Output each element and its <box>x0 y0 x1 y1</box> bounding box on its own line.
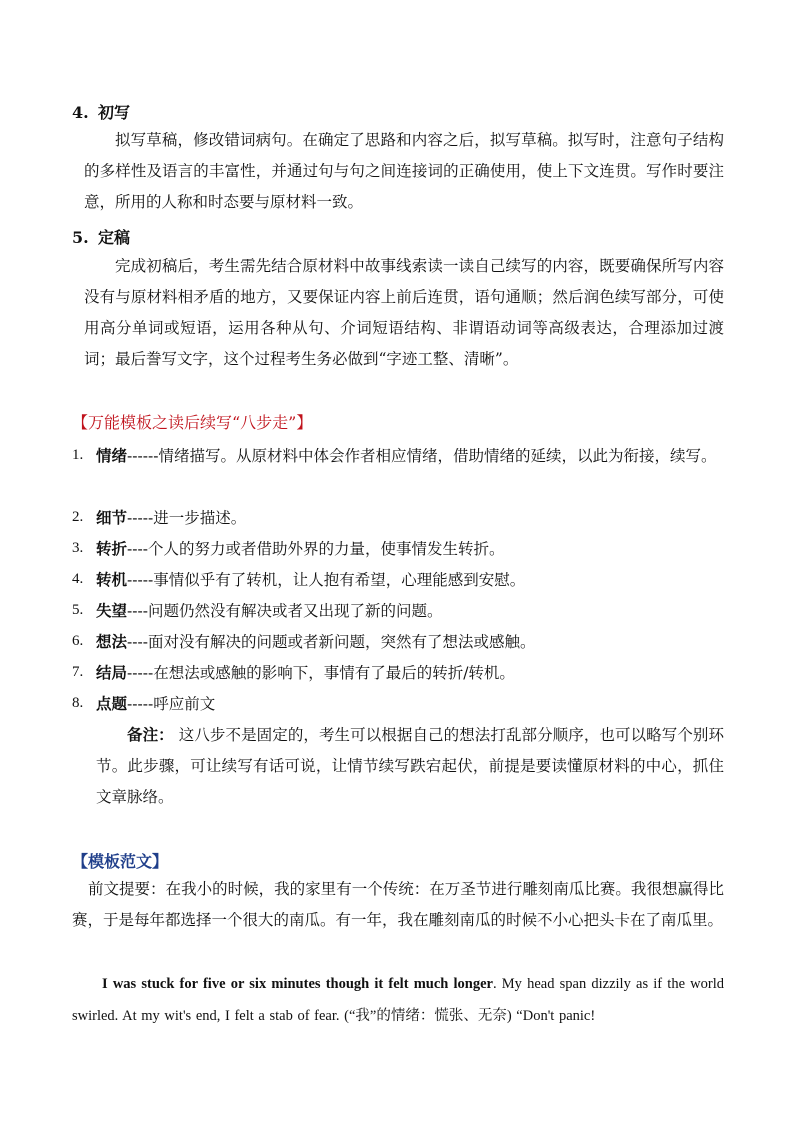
example-summary: 前文提要：在我小的时候，我的家里有一个传统：在万圣节进行雕刻南瓜比赛。我很想赢得比赛，于是每年都选择一个很大的南瓜。有一年，我在雕刻南瓜的时候不小心把头卡在了南瓜里。 <box>72 880 724 929</box>
step-text: ----面对没有解决的问题或者新问题，突然有了想法或感触。 <box>127 633 536 651</box>
step-keyword: 转折 <box>96 539 128 558</box>
section-5-number: 5. <box>72 228 89 247</box>
section-4-heading <box>72 100 130 123</box>
example-title: 【模板范文】 <box>72 852 169 871</box>
section-5-title: 定稿 <box>98 228 131 247</box>
step-number: 5. <box>72 602 84 618</box>
step-number: 2. <box>72 509 84 525</box>
template-note <box>96 719 724 813</box>
step-text: -----呼应前文 <box>127 695 216 713</box>
section-4-paragraph: 拟写草稿，修改错词病句。在确定了思路和内容之后，拟写草稿。拟写时，注意句子结构的多样性及语言的丰富性，并通过句与句之间连接词的正确使用，使上下文连贯。写作时要注意，所用的人称和时态要与原材料一致。 <box>84 131 724 211</box>
step-text: -----事情似乎有了转机，让人抱有希望，心理能感到安慰。 <box>127 571 526 589</box>
step-keyword: 失望 <box>96 601 128 620</box>
step-keyword: 点题 <box>96 694 128 713</box>
step-text: ------情绪描写。从原材料中体会作者相应情绪，借助情绪的延续，以此为衔接，续写。 <box>127 447 717 465</box>
step-text: ----问题仍然没有解决或者又出现了新的问题。 <box>127 602 443 620</box>
list-item <box>72 657 724 689</box>
english-rest: . My head span dizzily as if the world swirled. At my wit's end, I felt a stab of fear. (“我”的情绪：慌张、无奈) “Don't panic! <box>72 976 725 1024</box>
step-text: -----进一步描述。 <box>127 509 247 527</box>
example-english-passage <box>72 968 724 1032</box>
step-keyword: 转机 <box>96 570 128 589</box>
step-text: -----在想法或感触的影响下，事情有了最后的转折/转机。 <box>127 664 515 682</box>
list-item <box>72 440 724 472</box>
section-4-number: 4. <box>72 103 89 122</box>
step-keyword: 结局 <box>96 663 128 682</box>
list-item <box>72 533 724 565</box>
note-label: 备注： <box>127 725 174 744</box>
list-item <box>72 595 724 627</box>
step-number: 7. <box>72 664 84 680</box>
list-item <box>72 502 724 534</box>
step-number: 4. <box>72 571 84 587</box>
section-5-paragraph: 完成初稿后，考生需先结合原材料中故事线索读一读自己续写的内容，既要确保所写内容没有与原材料相矛盾的地方，又要保证内容上前后连贯，语句通顺；然后润色续写部分，可使用高分单词或短语，运用各种从句、介词短语结构、非谓语动词等高级表达，合理添加过渡词；最后誊写文字，这个过程考生务必做到“字迹工整、清晰”。 <box>84 257 724 368</box>
list-item <box>72 626 724 658</box>
section-5-heading <box>72 225 130 248</box>
template-title: 【万能模板之读后续写“八步走”】 <box>72 413 313 432</box>
list-item <box>72 688 724 720</box>
list-item <box>72 564 724 596</box>
step-number: 3. <box>72 540 84 556</box>
step-number: 8. <box>72 695 84 711</box>
step-text: ----个人的努力或者借助外界的力量，使事情发生转折。 <box>127 540 505 558</box>
step-keyword: 想法 <box>96 632 128 651</box>
english-bold-sentence: I was stuck for five or six minutes though it felt much longer <box>102 976 493 992</box>
section-4-title: 初写 <box>98 103 131 122</box>
step-number: 1. <box>72 447 84 463</box>
step-keyword: 情绪 <box>96 446 128 465</box>
step-number: 6. <box>72 633 84 649</box>
step-keyword: 细节 <box>96 508 128 527</box>
note-text: 这八步不是固定的，考生可以根据自己的想法打乱部分顺序，也可以略写个别环节。此步骤，可让续写有话可说，让情节续写跌宕起伏，前提是要读懂原材料的中心，抓住文章脉络。 <box>96 726 724 806</box>
